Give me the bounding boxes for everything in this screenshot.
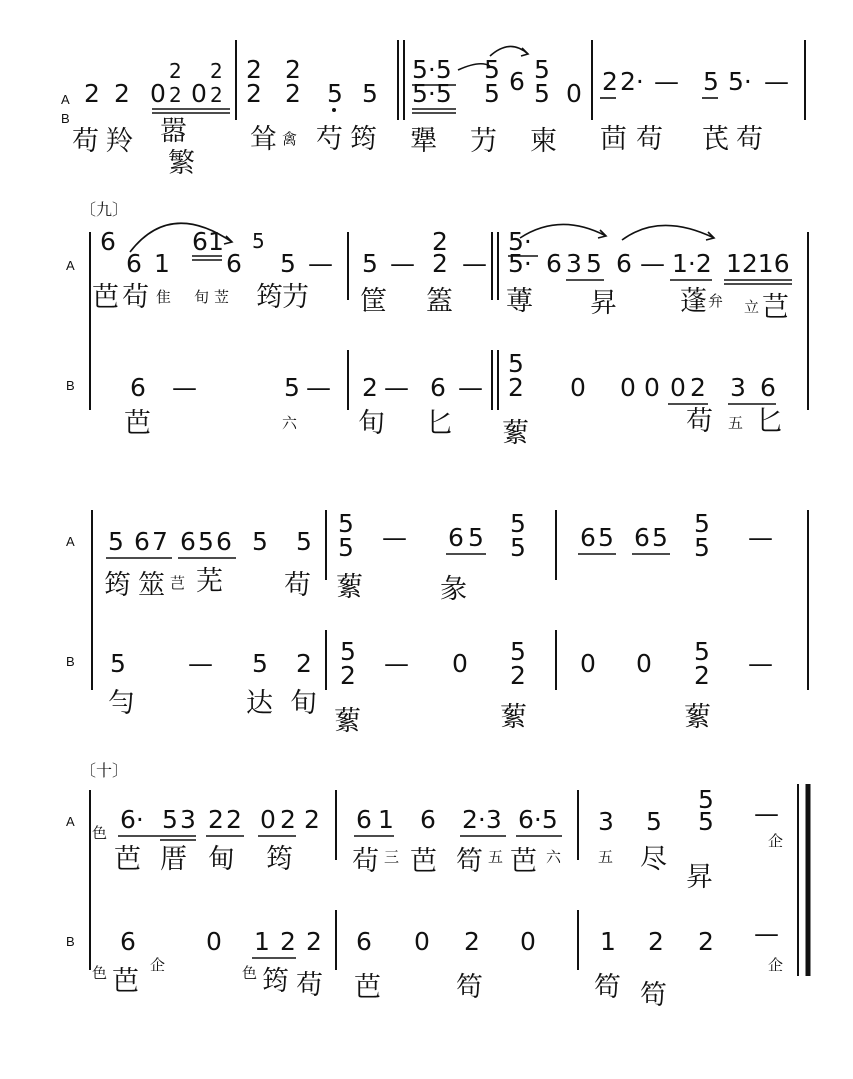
system-4 [66, 761, 808, 1011]
note: 2 [210, 59, 223, 83]
slur [622, 225, 714, 240]
note: 2 [698, 927, 714, 956]
slur [520, 224, 606, 238]
note: — [748, 649, 773, 678]
note: 1216 [726, 249, 790, 278]
note: 6 [356, 805, 372, 834]
tab-glyph: 弁 [708, 292, 724, 310]
note: 5 [694, 637, 710, 666]
note: 6·5 [518, 805, 558, 834]
note: 1 [600, 927, 616, 956]
tab-glyph: 筐 [360, 286, 387, 317]
note: 0 [452, 649, 468, 678]
tab-glyph: 立 [744, 298, 760, 316]
tab-glyph: 三 [384, 848, 400, 866]
note: 5 [598, 523, 614, 552]
tab-glyph: 旬 [194, 288, 210, 306]
tab-glyph: 蕠 [334, 706, 361, 737]
tab-glyph: 筠 [350, 124, 377, 155]
note: 2 [226, 805, 242, 834]
note: 2 [169, 59, 182, 83]
note: 6 [126, 249, 142, 278]
note: 0 [644, 373, 660, 402]
note: 2 [296, 649, 312, 678]
note: 5 [252, 649, 268, 678]
note: 1 [378, 805, 394, 834]
system-3 [66, 509, 808, 737]
system-2 [66, 200, 808, 449]
note: 5 [110, 649, 126, 678]
tab-glyph: 旬 [290, 688, 317, 719]
note: 5 [698, 807, 714, 836]
note: 5 [694, 533, 710, 562]
note: 5 [508, 349, 524, 378]
tab-glyph: 芜 [196, 566, 223, 597]
note: 0 [414, 927, 430, 956]
tab-glyph: 芭 [410, 846, 437, 877]
note: 5 [510, 637, 526, 666]
note: 2 [690, 373, 706, 402]
note: — [754, 799, 779, 828]
note: 2 [280, 927, 296, 956]
note: 5 [484, 55, 500, 84]
note: 3 [566, 249, 582, 278]
tab-glyph: 芪 [702, 124, 729, 155]
note: 5·5 [412, 55, 452, 84]
tab-glyph: 茍 [352, 846, 379, 877]
system-1 [61, 40, 805, 179]
note: 5 [362, 79, 378, 108]
tab-glyph: 蕠 [502, 418, 529, 449]
note: 5 [340, 637, 356, 666]
note: — [172, 373, 197, 402]
tab-glyph: 隹 [156, 288, 172, 306]
part-label-b: B [66, 654, 75, 669]
tab-glyph: 犟 [410, 126, 437, 157]
note: 5 [534, 55, 550, 84]
note: 0 [206, 927, 222, 956]
tab-glyph: 五 [728, 414, 744, 432]
note: 6 [760, 373, 776, 402]
tab-glyph: 笱 [456, 846, 483, 877]
tab-glyph: 企 [150, 956, 166, 974]
tab-glyph: 筮 [138, 570, 165, 601]
note: 6 [356, 927, 372, 956]
tab-glyph: 苙 [214, 288, 230, 306]
tab-glyph: 芍 [316, 124, 343, 155]
note: 2 [304, 805, 320, 834]
note: 5 [510, 533, 526, 562]
note: 5 [338, 509, 354, 538]
note: 0 [670, 373, 686, 402]
note: 5 [280, 249, 296, 278]
tab-glyph: 蕠 [684, 702, 711, 733]
note: — [382, 523, 407, 552]
tab-glyph: 旬 [358, 408, 385, 439]
note: 5 [484, 79, 500, 108]
tab-glyph: 五 [488, 848, 504, 866]
note: 5 [162, 805, 178, 834]
note: 6 [130, 373, 146, 402]
tab-glyph: 匕 [426, 408, 453, 439]
tab-glyph: 彖 [440, 574, 467, 605]
tab-glyph: 苟 [296, 970, 323, 1001]
note: 5 [252, 229, 265, 253]
note: 3 [180, 805, 196, 834]
tab-glyph: 笱 [640, 980, 667, 1011]
note: 2· [620, 67, 644, 96]
note: 1 [254, 927, 270, 956]
tab-glyph: 色 [92, 964, 108, 982]
note: 5 [327, 79, 343, 108]
tab-glyph: 芭 [354, 972, 381, 1003]
note: 5 [586, 249, 602, 278]
note: 2 [285, 79, 301, 108]
note: 6 [616, 249, 632, 278]
note: 6 [580, 523, 596, 552]
note: 6 [420, 805, 436, 834]
note: 2 [362, 373, 378, 402]
note: 6 [100, 227, 116, 256]
note: 0 [191, 79, 207, 108]
tab-glyph: 六 [546, 848, 562, 866]
tab-glyph: 蓬 [680, 286, 707, 317]
note: 5· [728, 67, 752, 96]
note: 5 [510, 509, 526, 538]
tab-glyph: 禽 [282, 130, 298, 148]
note: 3 [598, 807, 614, 836]
note: 2·3 [462, 805, 502, 834]
tab-glyph: 蕠 [500, 702, 527, 733]
tab-glyph: 茴 [600, 124, 627, 155]
note: 6 [120, 927, 136, 956]
note: — [754, 919, 779, 948]
note: 0 [636, 649, 652, 678]
note: — [748, 523, 773, 552]
tab-glyph: 繁 [168, 148, 195, 179]
note: 5 [652, 523, 668, 552]
note: 0 [520, 927, 536, 956]
tab-glyph: 匕 [756, 406, 783, 437]
note: 7 [152, 527, 168, 556]
note: 0 [566, 79, 582, 108]
section-label: 〔十〕 [80, 761, 129, 780]
note: 2 [246, 79, 262, 108]
note: 0 [620, 373, 636, 402]
tab-glyph: 芭 [112, 966, 139, 997]
tab-glyph: 筠 [256, 282, 283, 313]
note: — [390, 249, 415, 278]
tab-glyph: 甸 [208, 844, 235, 875]
note: 5 [362, 249, 378, 278]
tab-glyph: 达 [246, 688, 273, 719]
tab-glyph: 苟 [72, 126, 99, 157]
tab-glyph: 五 [598, 848, 614, 866]
part-label-a: A [66, 258, 75, 273]
tab-glyph: 芭 [114, 844, 141, 875]
note: 6 [226, 249, 242, 278]
tab-glyph: 苟 [736, 124, 763, 155]
note: 6 [192, 227, 208, 256]
note: — [462, 249, 487, 278]
tab-glyph: 嚣 [160, 116, 187, 147]
note: 5 [108, 527, 124, 556]
note: 2 [285, 55, 301, 84]
note: 3 [730, 373, 746, 402]
note: 5 [252, 527, 268, 556]
note: 2 [340, 661, 356, 690]
tab-glyph: 尽 [640, 844, 667, 875]
section-label: 〔九〕 [80, 200, 129, 219]
note: — [458, 373, 483, 402]
note: — [384, 649, 409, 678]
note: 5 [694, 509, 710, 538]
note: 5 [338, 533, 354, 562]
tab-glyph: 苟 [284, 570, 311, 601]
note: 6 [448, 523, 464, 552]
tab-glyph: 色 [92, 824, 108, 842]
note: 6 [134, 527, 150, 556]
tab-glyph: 苟 [686, 406, 713, 437]
tab-glyph: 企 [768, 956, 784, 974]
note: 2 [510, 661, 526, 690]
tab-glyph: 企 [768, 832, 784, 850]
note: 5 [646, 807, 662, 836]
tab-glyph: 筠 [266, 844, 293, 875]
tab-glyph: 芑 [170, 574, 186, 592]
tab-glyph: 昇 [590, 288, 617, 319]
tab-glyph: 芭 [92, 282, 119, 313]
note: — [764, 67, 789, 96]
tab-glyph: 篕 [426, 286, 453, 317]
note: 0 [260, 805, 276, 834]
note: 0 [570, 373, 586, 402]
tab-glyph: 耸 [250, 124, 277, 155]
note: 5 [703, 67, 719, 96]
note: — [654, 67, 679, 96]
part-label-a: A [66, 814, 75, 829]
note: 2 [648, 927, 664, 956]
note: 2 [432, 249, 448, 278]
tab-glyph: 羚 [106, 126, 133, 157]
note: 2 [694, 661, 710, 690]
note: 5 [698, 785, 714, 814]
tab-glyph: 筠 [104, 570, 131, 601]
note: — [188, 649, 213, 678]
note: 6 [546, 249, 562, 278]
note: — [308, 249, 333, 278]
note: 5· [508, 249, 532, 278]
tab-glyph: 色 [242, 964, 258, 982]
note: 2 [114, 79, 130, 108]
note: 1·2 [672, 249, 712, 278]
note: 5 [198, 527, 214, 556]
tab-glyph: 芭 [124, 408, 151, 439]
note: 2 [280, 805, 296, 834]
tab-glyph: 芑 [762, 292, 789, 323]
part-label-b: B [66, 934, 75, 949]
tab-glyph: 勻 [108, 688, 135, 719]
note: 5 [468, 523, 484, 552]
tab-glyph: 厝 [160, 844, 187, 875]
note: 5 [296, 527, 312, 556]
note: 2 [84, 79, 100, 108]
tab-glyph: 芀 [282, 282, 309, 313]
tab-glyph: 笱 [594, 972, 621, 1003]
note: 6 [430, 373, 446, 402]
note: 6 [509, 67, 525, 96]
note: 1 [208, 227, 224, 256]
note: 2 [169, 83, 182, 107]
part-label-a: A [66, 534, 75, 549]
note: 2 [246, 55, 262, 84]
note: 5 [284, 373, 300, 402]
note: 2 [602, 67, 618, 96]
tab-glyph: 笱 [456, 972, 483, 1003]
tab-glyph: 蒪 [506, 286, 533, 317]
note: 2 [508, 373, 524, 402]
note: 6· [120, 805, 144, 834]
note: 6 [216, 527, 232, 556]
tab-glyph: 苟 [636, 124, 663, 155]
note: 5· [508, 227, 532, 256]
note: 0 [580, 649, 596, 678]
note: 2 [306, 927, 322, 956]
note: 2 [210, 83, 223, 107]
note: 6 [180, 527, 196, 556]
tab-glyph: 六 [282, 414, 298, 432]
tab-glyph: 芀 [470, 126, 497, 157]
note: 2 [464, 927, 480, 956]
note: — [384, 373, 409, 402]
note: 0 [150, 79, 166, 108]
tab-glyph: 芭 [510, 846, 537, 877]
note: 2 [432, 227, 448, 256]
part-label-b: B [61, 111, 70, 126]
note: — [306, 373, 331, 402]
part-label-a: A [61, 92, 70, 107]
tab-glyph: 昇 [686, 862, 713, 893]
note: 6 [634, 523, 650, 552]
tab-glyph: 柬 [530, 126, 557, 157]
tab-glyph: 蕠 [336, 572, 363, 603]
note: — [640, 249, 665, 278]
note: 5·5 [412, 79, 452, 108]
note: 1 [154, 249, 170, 278]
tab-glyph: 茍 [122, 282, 149, 313]
note: 5 [534, 79, 550, 108]
note: 2 [208, 805, 224, 834]
tab-glyph: 筠 [262, 966, 289, 997]
part-label-b: B [66, 378, 75, 393]
